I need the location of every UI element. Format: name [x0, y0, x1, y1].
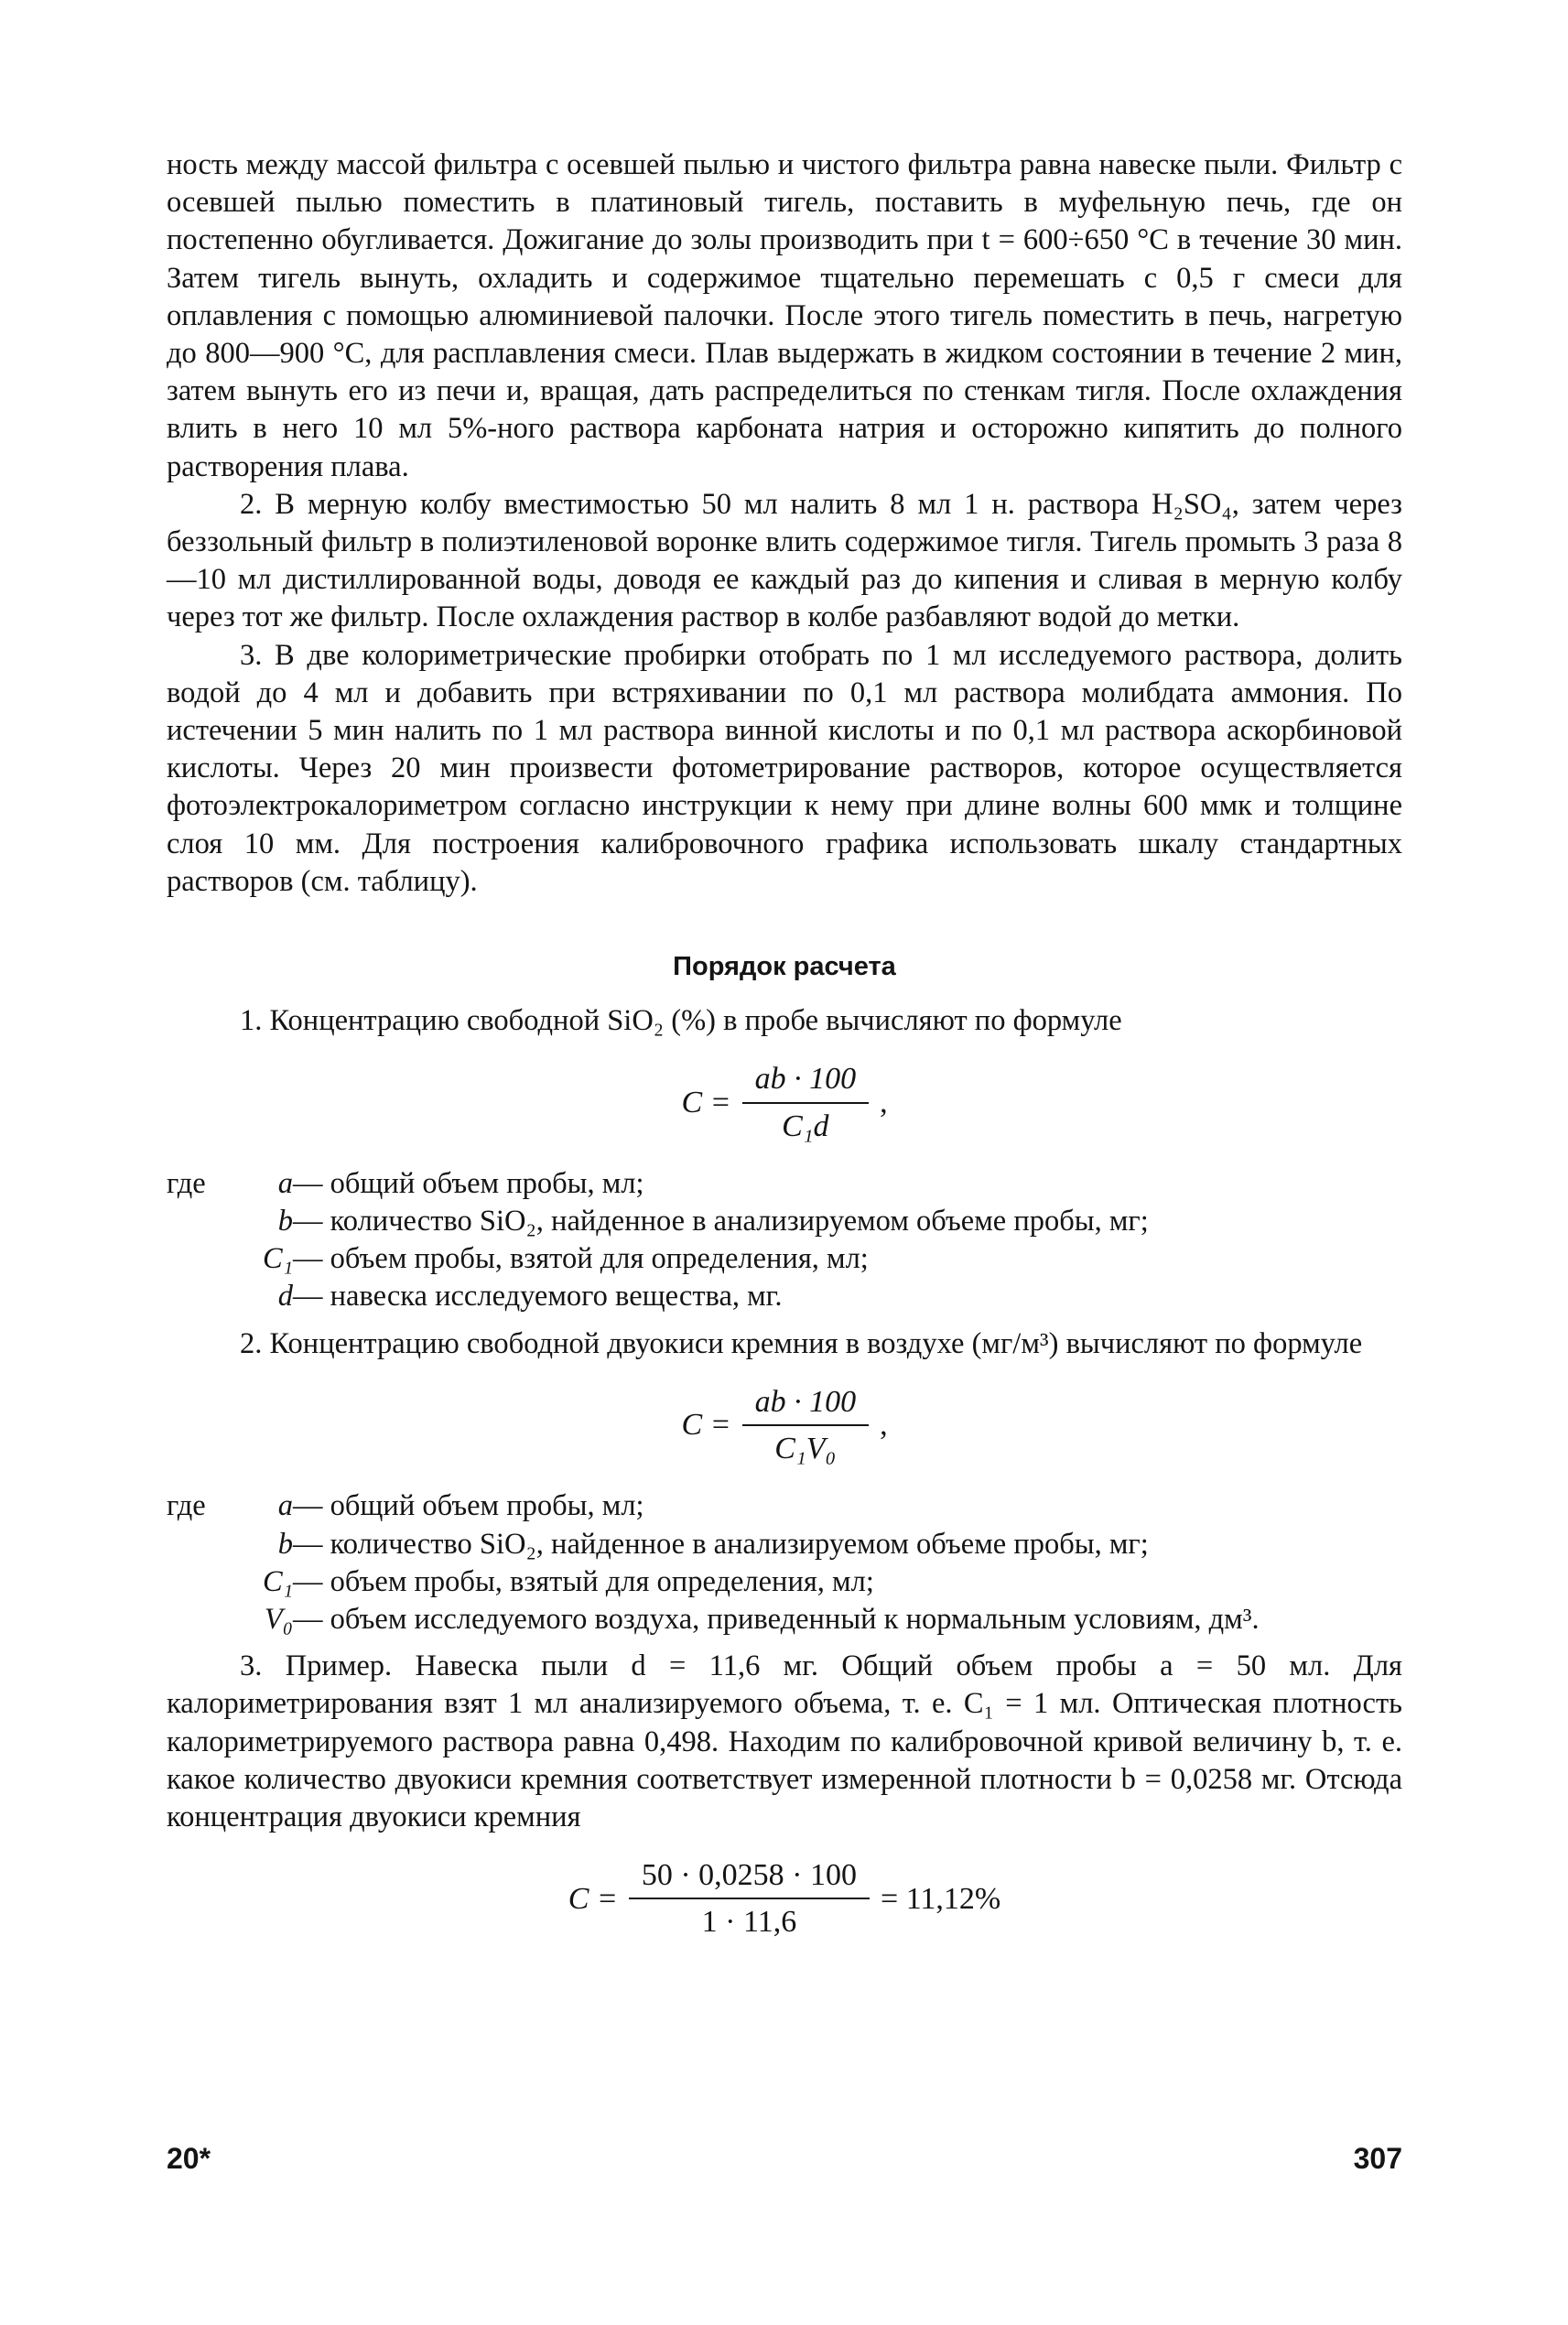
where-2-lead: где	[167, 1489, 206, 1523]
where-1-description: — общий объем пробы, мл;	[293, 1166, 644, 1200]
formula-3-fraction	[629, 1856, 870, 1941]
calc-item-1: 1. Концентрацию свободной SiO₂ (%) в пробе вычисляют по формуле	[240, 1004, 1122, 1038]
where-1-row	[167, 1278, 1402, 1315]
where-1-symbol: b	[277, 1205, 293, 1238]
where-2-description: — общий объем пробы, мл;	[293, 1489, 644, 1523]
where-1-description: — объем пробы, взятой для определения, мл;	[293, 1242, 869, 1276]
paragraph-continuation: ность между массой фильтра с осевшей пылью и чистого фильтра равна навеске пыли. Фильтр с осевшей пылью поместить в платиновый тигель, поставить в муфельную печь, где он постепенно обугливается. Дожигание до золы производить при t = 600÷650 °C в течение 30 мин. Затем тигель вынуть, охладить и содержимое тщательно перемешать с 0,5 г смеси для оплавления с помощью алюминиевой палочки. После этого тигель поместить в печь, нагретую до 800—900 °C, для расплавления смеси. Плав выдержать в жидком состоянии в течение 2 мин, затем вынуть его из печи и, вращая, дать распределиться по стенкам тигля. После охлаждения влить в него 10 мл 5%-ного раствора карбоната натрия и осторожно кипятить до полного растворения плава.	[167, 148, 1402, 483]
paragraph-step-3: 3. В две колориметрические пробирки отобрать по 1 мл исследуемого раствора, долить водой до 4 мл и добавить при встряхивании по 0,1 мл раствора молибдата аммония. По истечении 5 мин налить по 1 мл раствора винной кислоты и по 0,1 мл раствора аскорбиновой кислоты. Через 20 мин произвести фотометрирование растворов, которое осуществляется фотоэлектрокалориметром согласно инструкции к нему при длине волны 600 ммк и толщине слоя 10 мм. Для построения калибровочного графика использовать шкалу стандартных растворов (см. таблицу).	[167, 638, 1402, 898]
where-1-symbol: d	[277, 1280, 293, 1314]
formula-3-lhs: C =	[568, 1881, 618, 1916]
where-1-row	[167, 1203, 1402, 1240]
formula-1-denominator: C₁d	[782, 1108, 829, 1143]
formula-2-tail: ,	[880, 1408, 888, 1443]
formula-1-numerator: ab · 100	[742, 1060, 870, 1103]
calc-item-3-example: 3. Пример. Навеска пыли d = 11,6 мг. Общий объем пробы a = 50 мл. Для калориметрирования взят 1 мл анализируемого объема, т. е. C₁ = 1 мл. Оптическая плотность калориметрируемого раствора равна 0,498. Находим по калибровочной кривой величину b, т. е. какое количество двуокиси кремния соответствует измеренной плотности b = 0,0258 мг. Отсюда концентрация двуокиси кремния	[167, 1649, 1402, 1833]
where-2-symbol: C₁	[263, 1564, 293, 1598]
formula-3-numerator: 50 · 0,0258 · 100	[629, 1856, 870, 1899]
where-1-description: — количество SiO₂, найденное в анализируемом объеме пробы, мг;	[293, 1205, 1149, 1238]
where-1-row	[167, 1240, 1402, 1278]
where-1-symbol: a	[277, 1166, 293, 1200]
where-2-description: — объем исследуемого воздуха, приведенный к нормальным условиям, дм³.	[293, 1602, 1260, 1636]
where-2-description: — объем пробы, взятый для определения, мл;	[293, 1564, 874, 1598]
where-1-row	[167, 1165, 1402, 1203]
formula-1-tail: ,	[880, 1086, 888, 1120]
formula-2	[167, 1383, 1402, 1467]
formula-3-denominator: 1 · 11,6	[701, 1905, 797, 1940]
section-heading: Порядок расчета	[673, 952, 896, 982]
formula-3	[167, 1856, 1402, 1941]
formula-1-fraction	[742, 1060, 870, 1144]
where-2-symbol: b	[277, 1527, 293, 1561]
where-2-description: — количество SiO₂, найденное в анализируемом объеме пробы, мг;	[293, 1527, 1149, 1561]
where-1-lead: где	[167, 1166, 206, 1200]
where-list-2	[167, 1487, 1402, 1638]
signature-mark: 20*	[167, 2142, 211, 2175]
where-2-symbol: V₀	[264, 1602, 293, 1636]
where-2-row	[167, 1601, 1402, 1638]
where-2-row	[167, 1563, 1402, 1601]
where-2-row	[167, 1526, 1402, 1563]
where-2-symbol: a	[277, 1489, 293, 1523]
formula-1-lhs: C =	[681, 1086, 731, 1120]
where-1-description: — навеска исследуемого вещества, мг.	[293, 1280, 783, 1314]
formula-3-result: = 11,12%	[881, 1881, 1001, 1916]
where-1-symbol: C₁	[263, 1242, 293, 1276]
page-number: 307	[1353, 2142, 1402, 2175]
formula-2-lhs: C =	[681, 1408, 731, 1443]
where-2-row	[167, 1487, 1402, 1525]
formula-1	[167, 1060, 1402, 1144]
calc-item-2: 2. Концентрацию свободной двуокиси кремния в воздухе (мг/м³) вычисляют по формуле	[240, 1326, 1363, 1360]
formula-2-numerator: ab · 100	[742, 1383, 870, 1426]
page-body	[167, 146, 1402, 1962]
formula-2-fraction	[742, 1383, 870, 1467]
where-list-1	[167, 1165, 1402, 1316]
paragraph-step-2: 2. В мерную колбу вместимостью 50 мл налить 8 мл 1 н. раствора H₂SO₄, затем через беззольный фильтр в полиэтиленовой воронке влить содержимое тигля. Тигель промыть 3 раза 8—10 мл дистиллированной воды, доводя ее каждый раз до кипения и сливая в мерную колбу через тот же фильтр. После охлаждения раствор в колбе разбавляют водой до метки.	[167, 487, 1402, 634]
formula-2-denominator: C₁V₀	[774, 1432, 837, 1466]
